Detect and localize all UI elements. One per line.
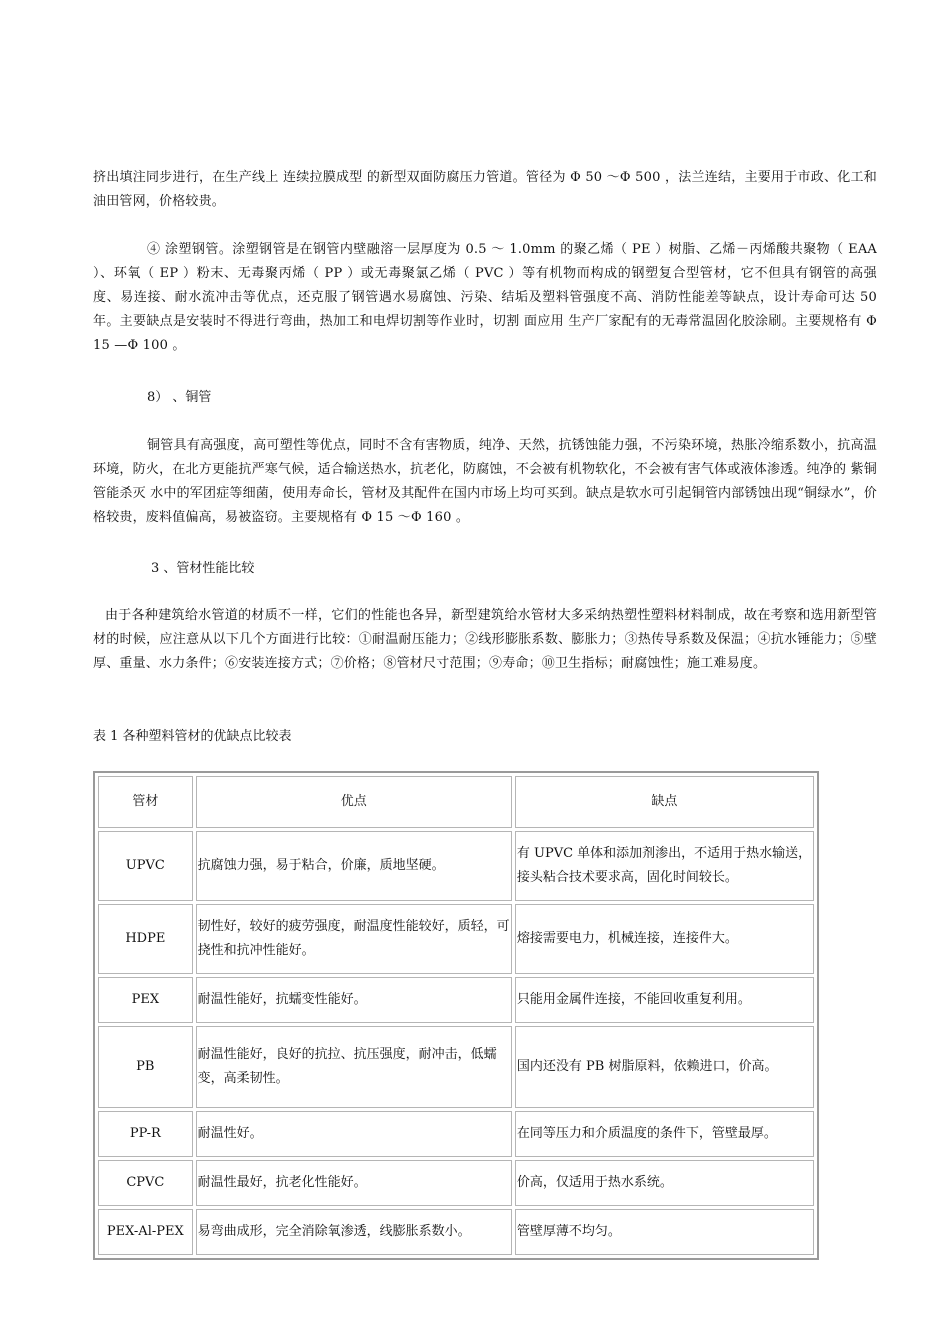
row-material: PEX: [98, 977, 193, 1023]
row-advantages: 耐温性最好，抗老化性能好。: [196, 1160, 512, 1206]
row-advantages: 抗腐蚀力强，易于粘合，价廉，质地坚硬。: [196, 831, 512, 901]
table-row: [98, 904, 814, 974]
row-disadvantages: 国内还没有 PB 树脂原料，依赖进口，价高。: [515, 1026, 814, 1108]
row-material: PEX-Al-PEX: [98, 1209, 193, 1255]
row-advantages: 易弯曲成形，完全消除氧渗透，线膨胀系数小。: [196, 1209, 512, 1255]
paragraph-coated-steel-pipe: ④ 涂塑钢管。涂塑钢管是在钢管内壁融溶一层厚度为 0.5 ～ 1.0mm 的聚乙烯（ PE ）树脂、乙烯－丙烯酸共聚物（ EAA ）、环氧（ EP ）粉末、无毒聚丙烯（ PP ）或无毒聚氯乙烯（ PVC ）等有机物而构成的钢塑复合型管材，它不但具有钢管的高强度、易连接、耐水流冲击等优点，还克服了钢管遇水易腐蚀、污染、结垢及塑料管强度不高、消防性能差等缺点，设计寿命可达 50 年。主要缺点是安装时不得进行弯曲，热加工和电焊切割等作业时，切割 面应用 生产厂家配有的无毒常温固化胶涂刷。主要规格有 Φ 15 —Φ 100 。: [93, 242, 877, 353]
table-header-row: [98, 776, 814, 828]
heading-pipe-performance-comparison: 3 、管材性能比较: [151, 561, 255, 576]
table-row: [98, 1209, 814, 1255]
row-disadvantages: 只能用金属件连接，不能回收重复利用。: [515, 977, 814, 1023]
paragraph-comparison-criteria: 由于各种建筑给水管道的材质不一样，它们的性能也各异，新型建筑给水管材大多采纳热塑性塑料材料制成，故在考察和选用新型管材的时候，应注意从以下几个方面进行比较：①耐温耐压能力；②线形膨胀系数、膨胀力；③热传导系数及保温；④抗水锤能力；⑤壁厚、重量、水力条件；⑥安装连接方式；⑦价格；⑧管材尺寸范围；⑨寿命；⑩卫生指标；耐腐蚀性；施工难易度。: [93, 608, 877, 671]
row-disadvantages: 价高，仅适用于热水系统。: [515, 1160, 814, 1206]
paragraph-copper-pipe: 铜管具有高强度，高可塑性等优点，同时不含有害物质，纯净、天然，抗锈蚀能力强，不污染环境，热胀冷缩系数小，抗高温环境，防火，在北方更能抗严寒气候，适合输送热水，抗老化，防腐蚀，不会被有机物软化，不会被有害气体或液体渗透。纯净的 紫铜管能杀灭 水中的军团症等细菌，使用寿命长，管材及其配件在国内市场上均可买到。缺点是软水可引起铜管内部锈蚀出现“铜绿水”，价格较贵，废料值偏高，易被盗窃。主要规格有 Φ 15 ～Φ 160 。: [93, 438, 877, 525]
row-disadvantages: 熔接需要电力，机械连接，连接件大。: [515, 904, 814, 974]
row-advantages: 耐温性能好，良好的抗拉、抗压强度，耐冲击，低蠕变，高柔韧性。: [196, 1026, 512, 1108]
row-material: PP-R: [98, 1111, 193, 1157]
table-row: [98, 977, 814, 1023]
table-row: [98, 1026, 814, 1108]
row-material: UPVC: [98, 831, 193, 901]
row-material: CPVC: [98, 1160, 193, 1206]
table-caption: 表 1 各种塑料管材的优缺点比较表: [93, 729, 292, 744]
row-material: PB: [98, 1026, 193, 1108]
row-advantages: 耐温性好。: [196, 1111, 512, 1157]
row-material: HDPE: [98, 904, 193, 974]
table-row: [98, 1111, 814, 1157]
row-disadvantages: 有 UPVC 单体和添加剂渗出，不适用于热水输送，接头粘合技术要求高，固化时间较长。: [515, 831, 814, 901]
header-disadvantages: 缺点: [515, 776, 814, 828]
table-row: [98, 831, 814, 901]
row-disadvantages: 在同等压力和介质温度的条件下，管壁最厚。: [515, 1111, 814, 1157]
table-row: [98, 1160, 814, 1206]
header-material: 管材: [98, 776, 193, 828]
paragraph-steel-plastic-composite-end: 挤出填注同步进行，在生产线上 连续拉膜成型 的新型双面防腐压力管道。管径为 Φ 50 ～Φ 500 ，法兰连结，主要用于市政、化工和油田管网，价格较贵。: [93, 170, 877, 209]
header-advantages: 优点: [196, 776, 512, 828]
row-disadvantages: 管壁厚薄不均匀。: [515, 1209, 814, 1255]
row-advantages: 韧性好，较好的疲劳强度，耐温度性能较好，质轻，可挠性和抗冲性能好。: [196, 904, 512, 974]
pipe-comparison-table: [93, 771, 819, 1260]
row-advantages: 耐温性能好，抗蠕变性能好。: [196, 977, 512, 1023]
heading-copper-pipe: 8） 、铜管: [147, 390, 212, 405]
